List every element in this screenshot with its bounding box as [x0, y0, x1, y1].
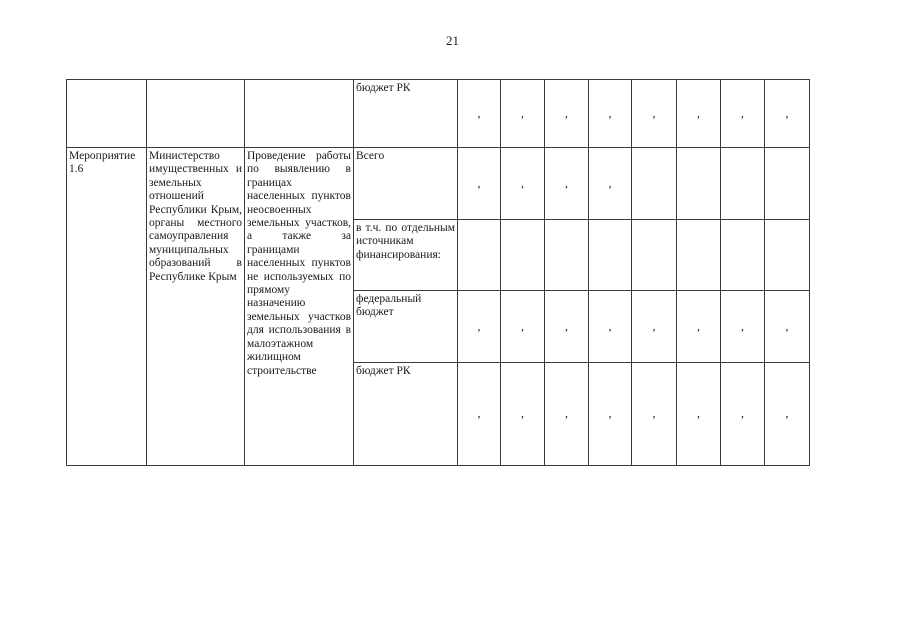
value-cell: , [501, 363, 545, 466]
value-cell: , [545, 148, 589, 220]
funding-table [66, 79, 810, 466]
value-cell [501, 220, 545, 291]
value-cell: , [677, 363, 721, 466]
value-cell [458, 220, 501, 291]
value-cell: , [589, 148, 632, 220]
funding-source-cell: в т.ч. по отдельным источникам финансирования: [354, 220, 458, 291]
value-cell: , [677, 291, 721, 363]
value-cell: , [632, 80, 677, 148]
empty-cell [147, 80, 245, 148]
value-cell: , [721, 291, 765, 363]
value-cell: , [721, 363, 765, 466]
value-cell: , [545, 80, 589, 148]
empty-cell [245, 80, 354, 148]
description-cell: Проведение работы по выявлению в границах населенных пунктов неосвоенных земельных участков, а также за границами населенных пунктов не используемых по прямому назначению земельных участков для использования в малоэтажном жилищном строительстве [245, 148, 354, 466]
funding-source-cell: федеральный бюджет [354, 291, 458, 363]
value-cell: , [589, 80, 632, 148]
value-cell [765, 148, 810, 220]
value-cell [721, 148, 765, 220]
value-cell: , [458, 363, 501, 466]
value-cell [545, 220, 589, 291]
value-cell: , [501, 148, 545, 220]
empty-cell [67, 80, 147, 148]
value-cell: , [589, 291, 632, 363]
funding-source-cell: Всего [354, 148, 458, 220]
value-cell: , [501, 80, 545, 148]
value-cell: , [589, 363, 632, 466]
value-cell [589, 220, 632, 291]
executor-cell: Министерство имущественных и земельных отношений Республики Крым, органы местного самоуправления муниципальных образований в Республике Крым [147, 148, 245, 466]
value-cell [765, 220, 810, 291]
value-cell: , [765, 80, 810, 148]
value-cell [677, 220, 721, 291]
value-cell: , [677, 80, 721, 148]
value-cell [632, 220, 677, 291]
value-cell: , [458, 148, 501, 220]
value-cell [677, 148, 721, 220]
value-cell: , [458, 291, 501, 363]
value-cell: , [632, 291, 677, 363]
value-cell: , [765, 291, 810, 363]
table-row-total [67, 148, 810, 220]
value-cell: , [545, 363, 589, 466]
value-cell: , [501, 291, 545, 363]
funding-source-cell: бюджет РК [354, 363, 458, 466]
funding-source-cell: бюджет РК [354, 80, 458, 148]
value-cell [632, 148, 677, 220]
event-name-cell: Мероприятие 1.6 [67, 148, 147, 466]
value-cell: , [765, 363, 810, 466]
page-number: 21 [446, 33, 459, 48]
value-cell [721, 220, 765, 291]
value-cell: , [721, 80, 765, 148]
value-cell: , [458, 80, 501, 148]
value-cell: , [632, 363, 677, 466]
value-cell: , [545, 291, 589, 363]
table-row-continued [67, 80, 810, 148]
